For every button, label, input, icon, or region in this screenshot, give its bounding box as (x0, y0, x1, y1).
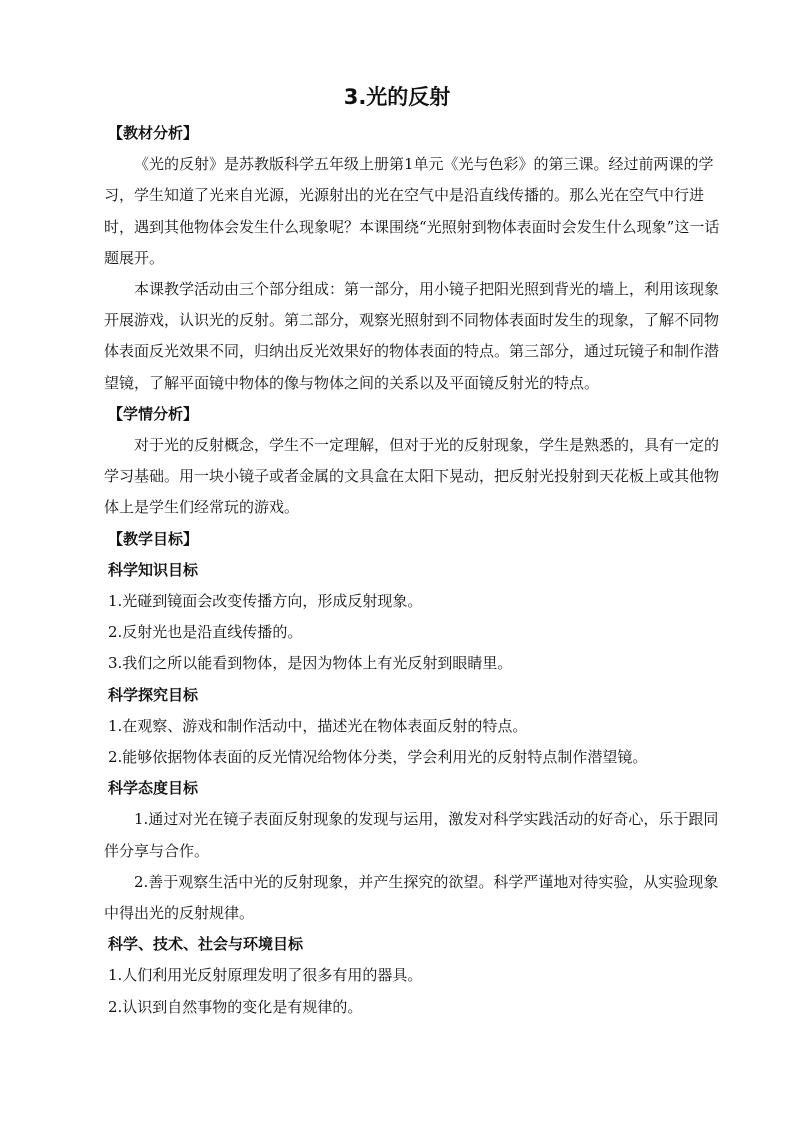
subheading-stse-goals: 科学、技术、社会与环境目标 (108, 935, 304, 954)
subheading-attitude-goals: 科学态度目标 (108, 779, 199, 798)
section-heading-teaching-goals: 【教学目标】 (108, 529, 199, 548)
inquiry-goal-item-2: 2.能够依据物体表面的反光情况给物体分类，学会利用光的反射特点制作潜望镜。 (108, 748, 648, 767)
knowledge-goal-item-1: 1.光碰到镜面会改变传播方向，形成反射现象。 (108, 592, 423, 611)
attitude-goal-item-1: 1.通过对光在镜子表面反射现象的发现与运用，激发对科学实践活动的好奇心，乐于跟同伴分享与合作。 (104, 810, 719, 860)
section-heading-material-analysis: 【教材分析】 (108, 124, 199, 142)
paragraph-material-analysis-1: 《光的反射》是苏教版科学五年级上册第1单元《光与色彩》的第三课。经过前两课的学习，学生知道了光来自光源，光源射出的光在空气中是沿直线传播的。那么光在空气中行进时，遇到其他物体会发生什么现象呢？本课围绕“光照射到物体表面时会发生什么现象”这一话题展开。 (104, 155, 720, 267)
subheading-inquiry-goals: 科学探究目标 (108, 685, 199, 704)
knowledge-goal-item-2: 2.反射光也是沿直线传播的。 (108, 623, 303, 642)
page-title: 3.光的反射 (343, 85, 451, 109)
stse-goal-item-2: 2.认识到自然事物的变化是有规律的。 (108, 997, 363, 1016)
paragraph-student-analysis-1: 对于光的反射概念，学生不一定理解，但对于光的反射现象，学生是熟悉的，具有一定的学习基础。用一块小镜子或者金属的文具盒在太阳下晃动，把反射光投射到天花板上或其他物体上是学生们经常玩的游戏。 (104, 436, 720, 517)
attitude-goal-item-2: 2.善于观察生活中光的反射现象，并产生探究的欲望。科学严谨地对待实验，从实验现象中得出光的反射规律。 (104, 872, 719, 923)
stse-goal-item-1: 1.人们利用光反射原理发明了很多有用的器具。 (108, 966, 423, 985)
document-body (104, 118, 722, 1023)
section-heading-student-analysis: 【学情分析】 (108, 404, 199, 423)
knowledge-goal-item-3: 3.我们之所以能看到物体，是因为物体上有光反射到眼睛里。 (108, 654, 513, 673)
subheading-knowledge-goals: 科学知识目标 (108, 560, 199, 579)
paragraph-material-analysis-2: 本课教学活动由三个部分组成：第一部分，用小镜子把阳光照到背光的墙上，利用该现象开展游戏，认识光的反射。第二部分，观察光照射到不同物体表面时发生的现象，了解不同物体表面反光效果不同，归纳出反光效果好的物体表面的特点。第三部分，通过玩镜子和制作潜望镜，了解平面镜中物体的像与物体之间的关系以及平面镜反射光的特点。 (104, 280, 720, 392)
inquiry-goal-item-1: 1.在观察、游戏和制作活动中，描述光在物体表面反射的特点。 (108, 716, 528, 735)
